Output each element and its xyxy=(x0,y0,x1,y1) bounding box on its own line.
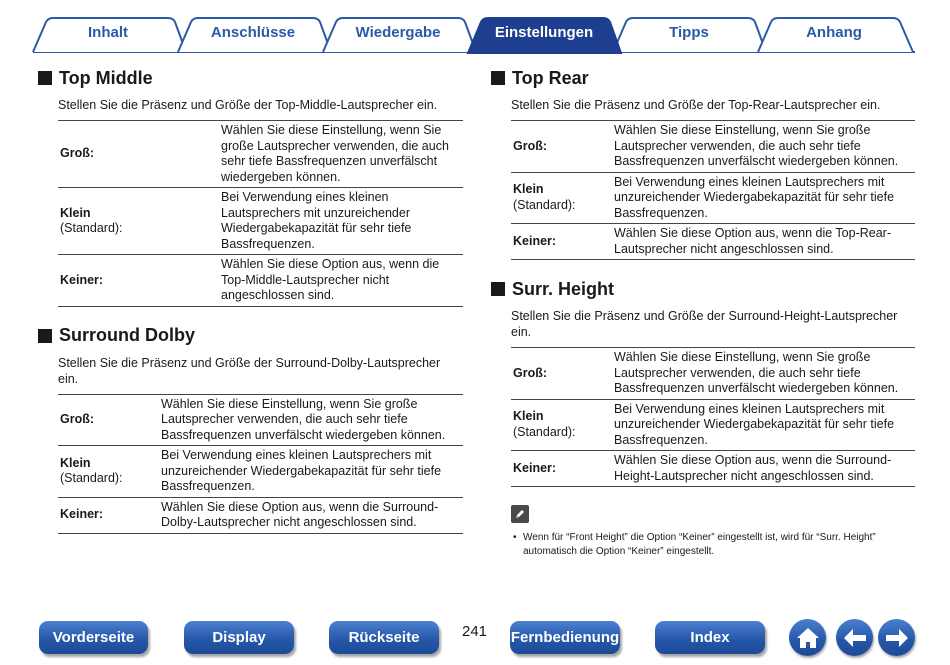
option-value: Bei Verwendung eines kleinen Lautsprechers mit unzureichender Wiedergabekapazität für sehr tiefe Bassfrequenzen. xyxy=(161,448,442,493)
section-title-surround-dolby xyxy=(38,324,463,348)
table-row xyxy=(511,399,915,451)
option-value: Wählen Sie diese Option aus, wenn die Surround-Height-Lautsprecher nicht angeschlossen sind. xyxy=(614,453,892,483)
section-title-text: Top Rear xyxy=(512,67,589,88)
tab-tipps[interactable]: Tipps xyxy=(669,24,709,41)
back-arrow-icon xyxy=(842,627,868,649)
table-row xyxy=(58,255,463,307)
display-button[interactable]: Display xyxy=(184,621,294,654)
tab-wiedergabe[interactable]: Wiedergabe xyxy=(355,24,441,41)
left-column xyxy=(38,66,463,534)
option-key: Keiner: xyxy=(60,507,104,522)
option-key: Klein (Standard): xyxy=(60,205,123,235)
forward-arrow-icon xyxy=(884,627,910,649)
table-row xyxy=(511,348,915,400)
table-row xyxy=(58,121,463,188)
option-value: Wählen Sie diese Einstellung, wenn Sie große Lautsprecher verwenden, die auch sehr tiefe Bassfrequenzen unverfälscht wiedergeben können. xyxy=(221,123,449,184)
section-title-text: Top Middle xyxy=(59,67,153,88)
tab-einstellungen[interactable]: Einstellungen xyxy=(494,24,594,41)
option-key: Keiner: xyxy=(60,272,104,287)
home-button[interactable] xyxy=(789,619,826,656)
home-icon xyxy=(795,626,821,650)
options-table-top-rear xyxy=(511,120,915,260)
section-square-icon xyxy=(38,71,52,85)
footer-nav xyxy=(0,615,950,665)
option-key: Klein (Standard): xyxy=(513,182,576,212)
table-row xyxy=(58,188,463,255)
table-row xyxy=(58,394,463,446)
option-value: Wählen Sie diese Einstellung, wenn Sie große Lautsprecher verwenden, die auch sehr tiefe Bassfrequenzen unverfälscht wiedergeben können. xyxy=(614,123,899,168)
section-title-top-rear xyxy=(491,66,915,90)
section-square-icon xyxy=(491,282,505,296)
table-row xyxy=(511,121,915,173)
section-square-icon xyxy=(38,329,52,343)
table-row xyxy=(511,224,915,260)
option-key: Klein (Standard): xyxy=(60,455,123,486)
note-text: • Wenn für “Front Height” die Option “Keiner” eingestellt ist, wird für “Surr. Height” automatisch die Option “Keiner” eingestellt. xyxy=(511,531,915,559)
table-row xyxy=(511,451,915,487)
page-number: 241 xyxy=(462,623,488,640)
table-row xyxy=(511,172,915,224)
table-row xyxy=(58,446,463,498)
right-column xyxy=(491,66,915,559)
option-value: Bei Verwendung eines kleinen Lautsprechers mit unzureichender Wiedergabekapazität für sehr tiefe Bassfrequenzen. xyxy=(221,190,412,251)
options-table-surr-height xyxy=(511,347,915,487)
option-value: Wählen Sie diese Einstellung, wenn Sie große Lautsprecher verwenden, die auch sehr tiefe Bassfrequenzen unverfälscht wiedergeben können. xyxy=(161,396,446,442)
pencil-icon xyxy=(511,505,529,523)
tab-bar xyxy=(0,0,950,56)
option-key: Groß: xyxy=(60,412,95,426)
option-key: Groß: xyxy=(513,365,548,380)
option-key: Groß: xyxy=(513,138,548,153)
section-square-icon xyxy=(491,71,505,85)
index-button[interactable]: Index xyxy=(655,621,765,654)
option-key: Klein (Standard): xyxy=(513,409,576,439)
option-value: Wählen Sie diese Einstellung, wenn Sie große Lautsprecher verwenden, die auch sehr tiefe Bassfrequenzen unverfälscht wiedergeben können. xyxy=(614,350,899,395)
note-box xyxy=(511,505,915,559)
option-value: Wählen Sie diese Option aus, wenn die Surround-Dolby-Lautsprecher nicht angeschlossen sind. xyxy=(161,499,439,529)
section-desc-surround-dolby: Stellen Sie die Präsenz und Größe der Surround-Dolby-Lautsprecher ein. xyxy=(58,355,441,386)
section-desc-top-middle: Stellen Sie die Präsenz und Größe der Top-Middle-Lautsprecher ein. xyxy=(58,98,438,112)
options-table-top-middle xyxy=(58,120,463,307)
section-title-text: Surr. Height xyxy=(512,278,615,299)
option-value: Wählen Sie diese Option aus, wenn die Top-Middle-Lautsprecher nicht angeschlossen sind. xyxy=(221,257,440,302)
section-title-top-middle xyxy=(38,66,463,90)
section-desc-surr-height: Stellen Sie die Präsenz und Größe der Surround-Height-Lautsprecher ein. xyxy=(511,309,898,339)
fernbedienung-button[interactable]: Fernbedienung xyxy=(510,621,620,654)
option-key: Keiner: xyxy=(513,233,557,248)
options-table-surround-dolby xyxy=(58,394,463,534)
back-button[interactable] xyxy=(836,619,873,656)
option-key: Keiner: xyxy=(513,460,557,475)
option-key: Groß: xyxy=(60,146,95,161)
section-desc-top-rear: Stellen Sie die Präsenz und Größe der Top-Rear-Lautsprecher ein. xyxy=(511,98,881,112)
option-value: Wählen Sie diese Option aus, wenn die Top-Rear-Lautsprecher nicht angeschlossen sind. xyxy=(614,226,892,256)
table-row xyxy=(58,497,463,533)
vorderseite-button[interactable]: Vorderseite xyxy=(39,621,148,654)
rueckseite-button[interactable]: Rückseite xyxy=(329,621,439,654)
section-title-text: Surround Dolby xyxy=(59,325,195,345)
tab-anhang[interactable]: Anhang xyxy=(806,24,862,41)
tab-inhalt[interactable]: Inhalt xyxy=(88,24,128,41)
tab-anschluesse[interactable]: Anschlüsse xyxy=(210,24,296,41)
option-value: Bei Verwendung eines kleinen Lautsprechers mit unzureichender Wiedergabekapazität für sehr tiefe Bassfrequenzen. xyxy=(614,401,895,447)
option-value: Bei Verwendung eines kleinen Lautsprechers mit unzureichender Wiedergabekapazität für sehr tiefe Bassfrequenzen. xyxy=(614,174,895,220)
forward-button[interactable] xyxy=(878,619,915,656)
section-title-surr-height xyxy=(491,277,915,301)
